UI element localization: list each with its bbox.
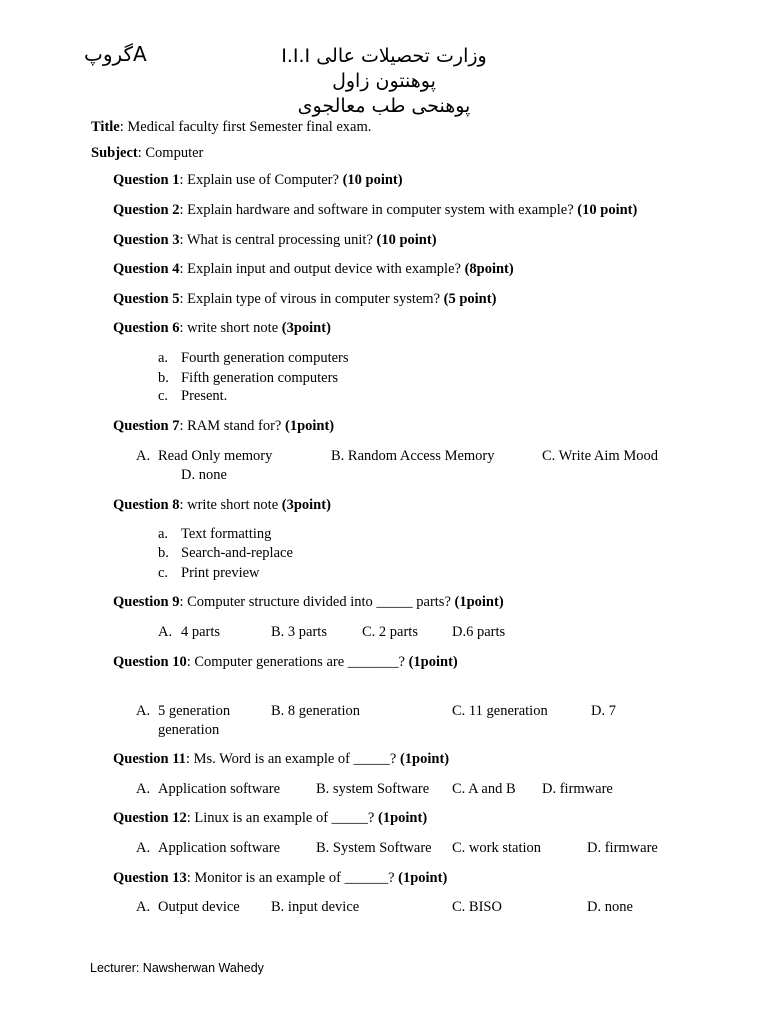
question-6	[113, 320, 331, 337]
question-label: Question 10	[113, 654, 187, 670]
question-4	[113, 261, 514, 278]
option-a: 5 generation	[158, 703, 231, 719]
question-text: : Explain hardware and software in computer system with example?	[179, 202, 578, 218]
title-value: : Medical faculty first Semester final exam.	[119, 119, 372, 135]
question-11	[113, 751, 449, 768]
question-text: : RAM stand for?	[179, 418, 285, 434]
question-label: Question 6	[113, 320, 180, 336]
lecturer-name: Lecturer: Nawsherwan Wahedy	[90, 961, 264, 975]
question-7	[113, 418, 334, 435]
list-item: Text formatting	[181, 526, 272, 542]
subject-value: : Computer	[137, 145, 204, 161]
question-label: Question 13	[113, 870, 187, 886]
option-marker: A.	[136, 448, 151, 464]
option-d: D. none	[181, 467, 227, 483]
question-points: (10 point)	[577, 202, 638, 218]
option-d: D. firmware	[587, 840, 658, 856]
question-label: Question 4	[113, 261, 180, 277]
option-d-continued: generation	[158, 722, 220, 738]
option-d: D. none	[587, 899, 633, 915]
question-points: (5 point)	[443, 291, 497, 307]
option-c: C. work station	[452, 840, 542, 856]
question-points: (1point)	[398, 870, 448, 886]
list-item: Fifth generation computers	[181, 370, 339, 386]
list-item: Search-and-replace	[181, 545, 293, 561]
question-points: (10 point)	[376, 232, 437, 248]
question-points: (1point)	[378, 810, 428, 826]
option-a: Read Only memory	[158, 448, 273, 464]
list-marker: c.	[158, 388, 169, 404]
question-label: Question 7	[113, 418, 180, 434]
question-text: : Monitor is an example of ______?	[186, 870, 399, 886]
list-item: Print preview	[181, 565, 260, 581]
question-label: Question 11	[113, 751, 186, 767]
list-marker: b.	[158, 545, 169, 561]
question-2	[113, 202, 637, 219]
option-b: B. 8 generation	[271, 703, 360, 719]
option-c: C. 2 parts	[362, 624, 418, 640]
question-label: Question 1	[113, 172, 180, 188]
list-marker: a.	[158, 526, 169, 542]
question-text: : Ms. Word is an example of _____?	[185, 751, 400, 767]
option-d: D.6 parts	[452, 624, 506, 640]
question-12	[113, 810, 427, 827]
exam-subject	[91, 145, 203, 162]
question-label: Question 3	[113, 232, 180, 248]
option-marker: A.	[158, 624, 173, 640]
option-a: Application software	[158, 781, 281, 797]
question-text: : write short note	[179, 320, 282, 336]
option-b: B. Random Access Memory	[331, 448, 495, 464]
question-label: Question 8	[113, 497, 180, 513]
question-5	[113, 291, 496, 308]
question-8	[113, 497, 331, 514]
group-label: گروپA	[84, 42, 147, 66]
subject-label: Subject	[91, 145, 138, 161]
question-points: (1point)	[399, 751, 450, 767]
question-10	[113, 654, 458, 671]
option-b: B. input device	[271, 899, 360, 915]
question-points: (8point)	[464, 261, 514, 277]
option-c: C. Write Aim Mood	[542, 448, 658, 464]
option-a: Output device	[158, 899, 240, 915]
ministry-title: وزارت تحصیلات عالی I.I.I	[281, 45, 487, 67]
option-c: C. 11 generation	[452, 703, 548, 719]
option-marker: A.	[136, 899, 151, 915]
option-marker: A.	[136, 703, 151, 719]
question-label: Question 12	[113, 810, 187, 826]
question-text: : Computer structure divided into _____ parts?	[179, 594, 455, 610]
question-points: (3point)	[281, 497, 331, 513]
question-1	[113, 172, 403, 189]
option-c: C. A and B	[452, 781, 516, 797]
question-text: : Explain use of Computer?	[179, 172, 343, 188]
question-text: : Explain type of virous in computer system?	[179, 291, 444, 307]
list-item: Fourth generation computers	[181, 350, 349, 366]
question-13	[113, 870, 447, 887]
university-name: پوهنتون زاول	[332, 70, 436, 92]
question-text: : Computer generations are _______?	[186, 654, 409, 670]
option-c: C. BISO	[452, 899, 502, 915]
option-marker: A.	[136, 781, 151, 797]
option-b: B. System Software	[316, 840, 432, 856]
option-d: D. firmware	[542, 781, 613, 797]
list-marker: c.	[158, 565, 169, 581]
option-d: D. 7	[591, 703, 616, 719]
list-marker: b.	[158, 370, 169, 386]
question-label: Question 2	[113, 202, 180, 218]
option-a: Application software	[158, 840, 281, 856]
option-a: 4 parts	[181, 624, 221, 640]
question-text: : What is central processing unit?	[179, 232, 377, 248]
question-text: : Explain input and output device with example?	[179, 261, 465, 277]
exam-title	[91, 119, 371, 136]
list-marker: a.	[158, 350, 169, 366]
question-label: Question 5	[113, 291, 180, 307]
list-item: Present.	[181, 388, 228, 404]
question-points: (1point)	[454, 594, 504, 610]
faculty-name: پوهنحی طب معالجوی	[297, 95, 471, 117]
question-label: Question 9	[113, 594, 180, 610]
question-text: : write short note	[179, 497, 282, 513]
question-points: (3point)	[281, 320, 331, 336]
option-b: B. 3 parts	[271, 624, 327, 640]
question-points: (1point)	[284, 418, 335, 434]
question-points: (10 point)	[342, 172, 403, 188]
question-text: : Linux is an example of _____?	[186, 810, 378, 826]
question-9	[113, 594, 504, 611]
question-3	[113, 232, 437, 249]
option-marker: A.	[136, 840, 151, 856]
title-label: Title	[91, 119, 120, 135]
option-b: B. system Software	[316, 781, 430, 797]
question-points: (1point)	[408, 654, 458, 670]
